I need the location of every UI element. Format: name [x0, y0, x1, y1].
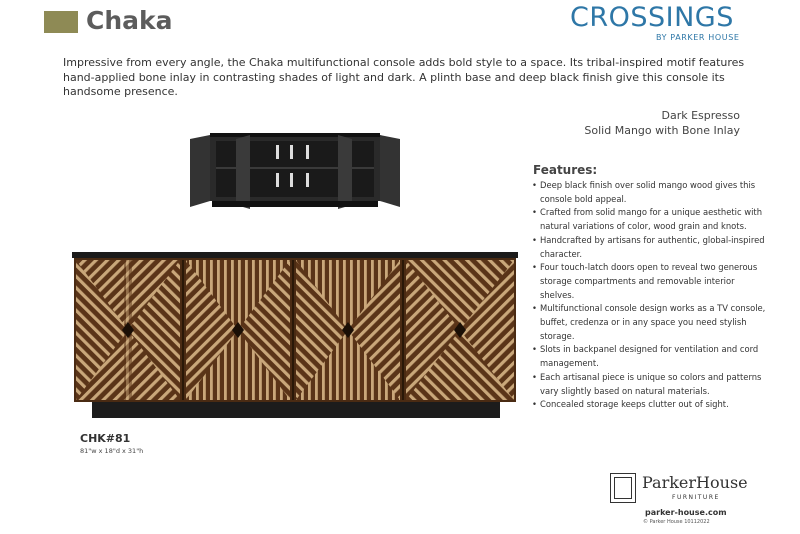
title-swatch	[44, 11, 78, 33]
crossings-logo	[570, 0, 750, 46]
features-section	[530, 163, 770, 412]
website-url: parker-house.com	[645, 508, 727, 517]
copyright: © Parker House 10112022	[643, 519, 710, 525]
feature-item: • Multifunctional console design works as a TV console, buffet, credenza or in any space you need stylish storage.	[530, 302, 770, 343]
parker-house-monogram-icon	[610, 473, 636, 503]
finish-info	[584, 108, 740, 138]
feature-item: • Concealed storage keeps clutter out of sight.	[530, 398, 770, 412]
finish-material: Solid Mango with Bone Inlay	[584, 124, 740, 137]
product-dimensions: 81"w x 18"d x 31"h	[80, 447, 144, 455]
features-list	[530, 179, 770, 412]
product-description: Impressive from every angle, the Chaka multifunctional console adds bold style to a space. Its tribal-inspired motif features hand-applied bone inlay in contrasting shades of light and dark. A plinth base and deep black finish give this console its handsome presence.	[63, 56, 745, 98]
features-title: Features:	[533, 163, 598, 177]
crossings-logo-text: CROSSINGS	[570, 2, 734, 33]
feature-item: • Deep black finish over solid mango wood gives this console bold appeal.	[530, 179, 770, 206]
parker-house-logo-subtitle: FURNITURE	[672, 494, 720, 501]
console-open-photo	[186, 129, 404, 215]
parker-house-logo	[610, 473, 750, 505]
parker-house-logo-text: ParkerHouse	[642, 473, 748, 492]
feature-item: • Four touch-latch doors open to reveal two generous storage compartments and removable interior shelves.	[530, 261, 770, 302]
feature-item: • Each artisanal piece is unique so colors and patterns vary slightly based on natural materials.	[530, 371, 770, 398]
feature-item: • Slots in backpanel designed for ventilation and cord management.	[530, 343, 770, 370]
crossings-logo-subtitle: BY PARKER HOUSE	[656, 33, 740, 42]
finish-color: Dark Espresso	[661, 109, 740, 122]
feature-item: • Crafted from solid mango for a unique aesthetic with natural variations of color, wood grain and knots.	[530, 206, 770, 233]
page-title: Chaka	[86, 6, 173, 35]
console-main-photo	[70, 250, 520, 425]
feature-item: • Handcrafted by artisans for authentic, global-inspired character.	[530, 234, 770, 261]
product-sku: CHK#81	[80, 432, 131, 445]
